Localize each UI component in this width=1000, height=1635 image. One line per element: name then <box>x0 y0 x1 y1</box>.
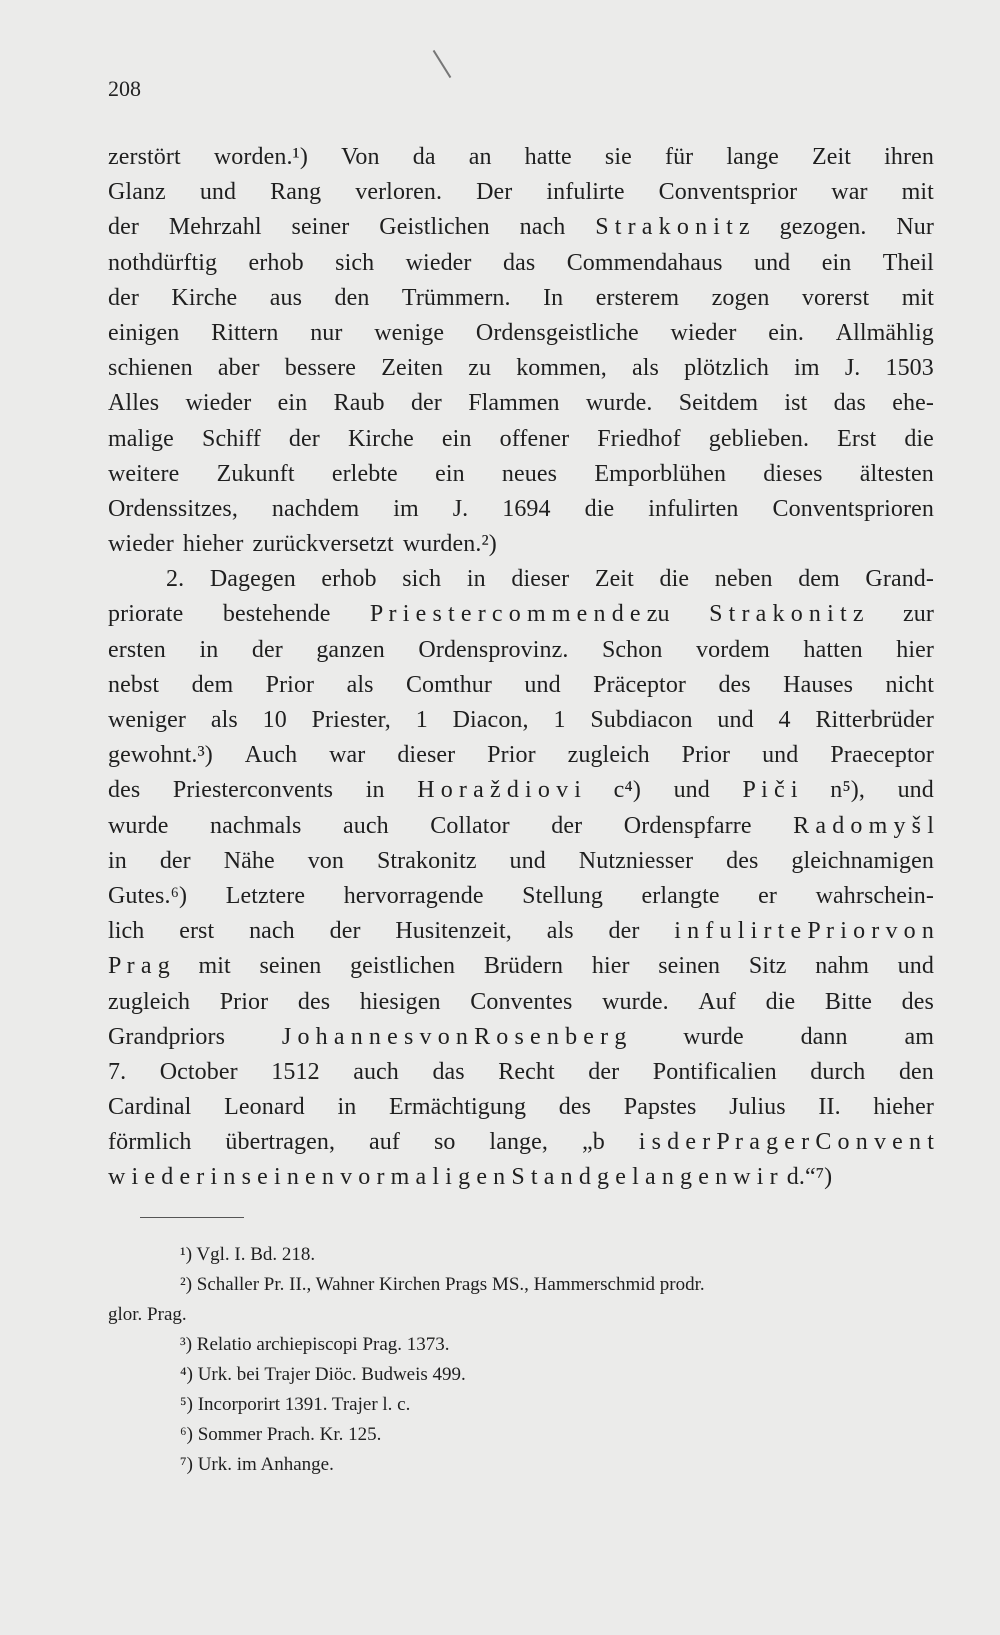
word: Von <box>341 144 380 170</box>
word: am <box>904 1023 934 1050</box>
word: October <box>159 1058 238 1085</box>
word: aus <box>269 284 303 311</box>
word: 1694 <box>502 495 551 522</box>
text-line <box>108 633 934 668</box>
word: erlebte <box>331 460 398 487</box>
word: der <box>108 214 139 241</box>
text-line <box>108 140 934 175</box>
word: und <box>717 707 754 733</box>
word: in <box>199 636 219 663</box>
word: Seitdem <box>678 390 759 417</box>
word: 10 <box>262 707 287 733</box>
word: zur <box>903 601 934 628</box>
word: für <box>664 144 694 170</box>
word: Stellung <box>522 882 603 909</box>
word: nothdürftig <box>108 249 218 276</box>
word: 1512 <box>271 1058 320 1085</box>
word: erst <box>179 918 215 945</box>
word: wieder <box>108 531 174 558</box>
word: und <box>897 953 934 980</box>
word: der <box>108 284 139 311</box>
word: 1 <box>415 707 428 733</box>
footnote: glor. Prag. <box>108 1304 187 1325</box>
text-line <box>108 1160 934 1195</box>
word: hieher <box>873 1094 934 1121</box>
word: der <box>551 812 583 839</box>
word: neues <box>501 460 558 487</box>
word: Ermächtigung <box>388 1094 527 1121</box>
word: wahrschein- <box>815 882 934 909</box>
word: lich <box>108 918 145 945</box>
word: und <box>509 847 546 874</box>
text-line <box>108 246 934 281</box>
word: und <box>753 249 791 276</box>
word: Zeit <box>811 144 852 170</box>
word: förmlich <box>108 1129 192 1156</box>
word: nebst <box>108 671 160 698</box>
word: Strakonitz <box>376 847 477 874</box>
word: die <box>904 425 934 452</box>
word: Rang <box>270 179 322 206</box>
word: n⁵), <box>830 777 865 804</box>
word: wenige <box>374 319 445 346</box>
word: Cardinal <box>108 1094 192 1121</box>
word: der <box>251 636 283 663</box>
word: zugleich <box>567 742 650 769</box>
word: seinen <box>259 953 322 980</box>
word: und <box>199 179 237 206</box>
word: des <box>108 777 141 804</box>
word: wurde. <box>585 390 653 417</box>
word: Priesterconvents <box>172 777 334 804</box>
word: Friedhof <box>597 425 681 452</box>
text-line <box>108 562 934 597</box>
word: ersterem <box>595 284 680 311</box>
word: mit <box>901 284 934 311</box>
word: nach <box>249 918 295 945</box>
word: ein <box>277 390 308 417</box>
word: hier <box>896 636 934 663</box>
word: das <box>833 390 866 417</box>
word: bessere <box>284 355 357 382</box>
word: dieses <box>763 460 823 487</box>
word: Nutzniesser <box>578 847 694 874</box>
word: hatten <box>803 636 863 663</box>
text-line <box>108 668 934 703</box>
word: Prior <box>487 742 536 769</box>
word: Brüdern <box>483 953 564 980</box>
word: Raub <box>333 390 385 417</box>
word: sie <box>604 144 632 170</box>
word: c⁴) <box>613 777 641 804</box>
word: ihren <box>884 144 934 170</box>
word: infulirte <box>546 179 625 206</box>
word: ein <box>441 425 472 452</box>
word: i n f u l i r t e P r i o r v o n <box>674 918 934 945</box>
word: worden.¹) <box>213 144 308 170</box>
word: seinen <box>658 953 721 980</box>
word: gleichnamigen <box>791 847 934 874</box>
word: Prior <box>265 671 315 698</box>
text-line <box>108 386 934 421</box>
word: ältesten <box>859 460 934 487</box>
word: ersten <box>108 636 166 663</box>
word: Letztere <box>225 882 306 909</box>
word: hieher <box>182 531 244 558</box>
word: der <box>608 918 640 945</box>
word: priorate <box>108 601 184 628</box>
word: i s d e r P r a g e r C o n v e n t <box>638 1129 934 1156</box>
text-line <box>108 949 934 984</box>
word: durch <box>810 1058 866 1085</box>
word: Auch <box>244 742 298 769</box>
word: in <box>108 847 127 874</box>
word: geistlichen <box>350 953 456 980</box>
word: Ordensgeistliche <box>475 319 639 346</box>
word: als <box>346 671 374 698</box>
text-line <box>108 914 934 949</box>
word: die <box>584 495 615 522</box>
word: in <box>466 566 486 593</box>
word: Zeiten <box>381 355 444 382</box>
word: offener <box>499 425 570 452</box>
word: J. <box>844 355 861 382</box>
word: dieser <box>511 566 570 593</box>
word: Papstes <box>623 1094 697 1121</box>
word: dem <box>191 671 234 698</box>
word: kommen, <box>516 355 607 382</box>
word: ein <box>435 460 465 487</box>
word: und <box>897 777 934 804</box>
word: gezogen. <box>779 214 867 241</box>
text-line <box>108 809 934 844</box>
word: er <box>758 882 778 909</box>
word: und <box>673 777 710 804</box>
word: hatte <box>524 144 572 170</box>
text-line <box>108 1055 934 1090</box>
word: auf <box>369 1129 400 1156</box>
word: zurückversetzt <box>252 531 394 558</box>
word: 1503 <box>885 355 934 382</box>
text-line <box>108 210 934 245</box>
word: auch <box>343 812 389 839</box>
word: weitere <box>108 460 180 487</box>
word: Diacon, <box>452 707 529 733</box>
word: d.“⁷) <box>786 1164 833 1191</box>
word: neben <box>714 566 773 593</box>
word: Sitz <box>748 953 787 980</box>
footnote: ³) Relatio archiepiscopi Prag. 1373. <box>180 1334 450 1355</box>
word: das <box>432 1058 465 1085</box>
word: auch <box>353 1058 399 1085</box>
word: mit <box>198 953 231 980</box>
word: der <box>159 847 191 874</box>
word: Priester, <box>311 707 391 733</box>
word: des <box>726 847 759 874</box>
word: wurde <box>683 1023 744 1050</box>
word: den <box>898 1058 934 1085</box>
word: Nähe <box>223 847 275 874</box>
text-line <box>108 597 934 632</box>
word: vorerst <box>801 284 870 311</box>
word: ist <box>784 390 808 417</box>
word: ganzen <box>316 636 385 663</box>
word: in <box>337 1094 357 1121</box>
word: In <box>543 284 564 311</box>
text-line <box>108 844 934 879</box>
word: Prior <box>219 988 269 1015</box>
word: verloren. <box>355 179 443 206</box>
word: mit <box>901 179 934 206</box>
word: da <box>412 144 436 170</box>
word: sich <box>335 249 375 276</box>
word: zogen <box>711 284 770 311</box>
word: Glanz <box>108 179 166 206</box>
word: wieder <box>670 319 737 346</box>
word: Rittern <box>211 319 279 346</box>
word: lange, <box>489 1129 548 1156</box>
footnote-divider <box>140 1217 244 1218</box>
word: seiner <box>291 214 350 241</box>
word: zugleich <box>108 988 191 1015</box>
word: des <box>901 988 934 1015</box>
word: Trümmern. <box>401 284 511 311</box>
word: Theil <box>882 249 934 276</box>
word: Flammen <box>468 390 560 417</box>
word: plötzlich <box>684 355 770 382</box>
word: Zukunft <box>216 460 295 487</box>
word: P i č i <box>742 777 798 804</box>
word: und <box>762 742 799 769</box>
word: w i e d e r i n s e i n e n v o r m a l i g e n S t a n d g e l a n g e n w i r <box>108 1164 778 1191</box>
text-line <box>108 422 934 457</box>
word: Conventsprior <box>658 179 798 206</box>
word: J. <box>452 495 469 522</box>
word: Der <box>476 179 513 206</box>
word: Commendahaus <box>566 249 723 276</box>
page-number: 208 <box>108 76 141 101</box>
word: der <box>329 918 361 945</box>
text-line <box>108 1090 934 1125</box>
word: sich <box>402 566 442 593</box>
word: Ritterbrüder <box>815 707 934 733</box>
word: nachmals <box>210 812 302 839</box>
text-line <box>108 316 934 351</box>
word: den <box>334 284 370 311</box>
word: Alles <box>108 390 160 417</box>
word: Präceptor <box>593 671 687 698</box>
word: erhob <box>321 566 377 593</box>
text-line <box>108 1125 934 1160</box>
word: das <box>502 249 536 276</box>
word: wurde. <box>602 988 669 1015</box>
word: Collator <box>430 812 510 839</box>
text-line <box>108 879 934 914</box>
word: Schiff <box>202 425 261 452</box>
word: hervorragende <box>343 882 484 909</box>
word: Gutes.⁶) <box>108 882 188 909</box>
text-line <box>108 281 934 316</box>
word: der <box>288 425 320 452</box>
word: war <box>329 742 366 769</box>
body-text <box>108 140 934 1196</box>
text-line <box>108 738 934 773</box>
footnote: ⁵) Incorporirt 1391. Trajer l. c. <box>180 1394 411 1415</box>
word: des <box>718 671 751 698</box>
word: ein <box>821 249 852 276</box>
word: Ordenssitzes, <box>108 495 238 522</box>
word: H o r a ž d i o v i <box>417 777 582 804</box>
text-line <box>108 175 934 210</box>
word: an <box>468 144 492 170</box>
word: Ordensprovinz. <box>418 636 569 663</box>
word: übertragen, <box>225 1129 336 1156</box>
word: im <box>393 495 419 522</box>
word: Allmählig <box>835 319 934 346</box>
word: des <box>558 1094 592 1121</box>
word: 7. <box>108 1058 127 1085</box>
word: S t r a k o n i t z <box>709 601 864 628</box>
word: nahm <box>815 953 869 980</box>
word: ehe- <box>892 390 934 417</box>
word: erhob <box>248 249 304 276</box>
word: der <box>588 1058 620 1085</box>
footnote: ¹) Vgl. I. Bd. 218. <box>180 1244 316 1265</box>
word: „b <box>581 1129 605 1156</box>
footnote: ⁶) Sommer Prach. Kr. 125. <box>180 1424 382 1445</box>
word: weniger <box>108 707 186 733</box>
word: Geistlichen <box>379 214 490 241</box>
word: 1 <box>553 707 566 733</box>
text-line <box>108 773 934 808</box>
word: Grandpriors <box>108 1023 226 1050</box>
word: wurde <box>108 812 169 839</box>
text-line <box>108 351 934 386</box>
word: hiesigen <box>359 988 441 1015</box>
word: Leonard <box>224 1094 305 1121</box>
word: nicht <box>885 671 934 698</box>
footnote: ⁷) Urk. im Anhange. <box>180 1454 334 1475</box>
word: II. <box>818 1094 841 1121</box>
footnote: ²) Schaller Pr. II., Wahner Kirchen Prags MS., Hammerschmid prodr. <box>180 1274 705 1295</box>
word: nur <box>310 319 343 346</box>
word: Praeceptor <box>830 742 934 769</box>
word: Nur <box>896 214 934 241</box>
word: bestehende <box>222 601 331 628</box>
word: Subdiacon <box>590 707 693 733</box>
word: Pontificalien <box>652 1058 777 1085</box>
text-line <box>108 492 934 527</box>
word: Hauses <box>783 671 854 698</box>
footnotes <box>108 1240 934 1480</box>
word: Conventes <box>470 988 573 1015</box>
word: nachdem <box>271 495 360 522</box>
word: Zeit <box>594 566 634 593</box>
word: dem <box>798 566 840 593</box>
word: Emporblühen <box>594 460 727 487</box>
word: Schon <box>601 636 663 663</box>
word: zu <box>468 355 492 382</box>
word: Kirche <box>347 425 414 452</box>
word: P r a g <box>108 953 170 980</box>
word: die <box>765 988 796 1015</box>
word: im <box>794 355 820 382</box>
word: vordem <box>696 636 770 663</box>
word: Julius <box>729 1094 786 1121</box>
word: hier <box>591 953 630 980</box>
word: Erst <box>837 425 877 452</box>
word: zerstört <box>108 144 181 170</box>
word: als <box>210 707 238 733</box>
footnote: ⁴) Urk. bei Trajer Diöc. Budweis 499. <box>180 1364 466 1385</box>
word: 4 <box>778 707 791 733</box>
word: R a d o m y š l <box>793 812 934 839</box>
word: schienen <box>108 355 193 382</box>
word: wieder <box>405 249 472 276</box>
word: 2. <box>166 566 185 593</box>
word: Dagegen <box>209 566 296 593</box>
word: aber <box>217 355 260 382</box>
word: S t r a k o n i t z <box>595 214 750 241</box>
word: wieder <box>185 390 252 417</box>
word: war <box>831 179 868 206</box>
word: Ordenspfarre <box>623 812 752 839</box>
word: Conventsprioren <box>772 495 934 522</box>
word: als <box>632 355 659 382</box>
word: Mehrzahl <box>168 214 262 241</box>
word: Prior <box>681 742 731 769</box>
word: erlangte <box>641 882 720 909</box>
word: nach <box>519 214 566 241</box>
text-line <box>108 1020 934 1055</box>
word: Auf <box>698 988 736 1015</box>
word: Bitte <box>824 988 873 1015</box>
word: so <box>433 1129 456 1156</box>
text-line <box>108 457 934 492</box>
word: in <box>365 777 385 804</box>
word: des <box>297 988 331 1015</box>
word: infulirten <box>648 495 739 522</box>
scan-mark <box>433 50 452 78</box>
word: einigen <box>108 319 180 346</box>
word: dieser <box>397 742 456 769</box>
text-line <box>108 703 934 738</box>
word: gewohnt.³) <box>108 742 213 769</box>
word: geblieben. <box>708 425 810 452</box>
word: Comthur <box>405 671 492 698</box>
word: ein. <box>768 319 804 346</box>
word: Husitenzeit, <box>395 918 512 945</box>
word: P r i e s t e r c o m m e n d e zu <box>369 601 670 628</box>
word: wurden.²) <box>402 531 497 558</box>
word: als <box>546 918 574 945</box>
word: Grand- <box>865 566 934 593</box>
word: und <box>524 671 561 698</box>
word: malige <box>108 425 174 452</box>
text-line <box>108 985 934 1020</box>
word: von <box>307 847 344 874</box>
word: dann <box>800 1023 848 1050</box>
text-line <box>108 527 934 562</box>
word: die <box>659 566 690 593</box>
word: der <box>410 390 442 417</box>
word: lange <box>726 144 779 170</box>
word: J o h a n n e s v o n R o s e n b e r g <box>281 1023 627 1050</box>
word: Kirche <box>171 284 238 311</box>
word: Recht <box>498 1058 555 1085</box>
